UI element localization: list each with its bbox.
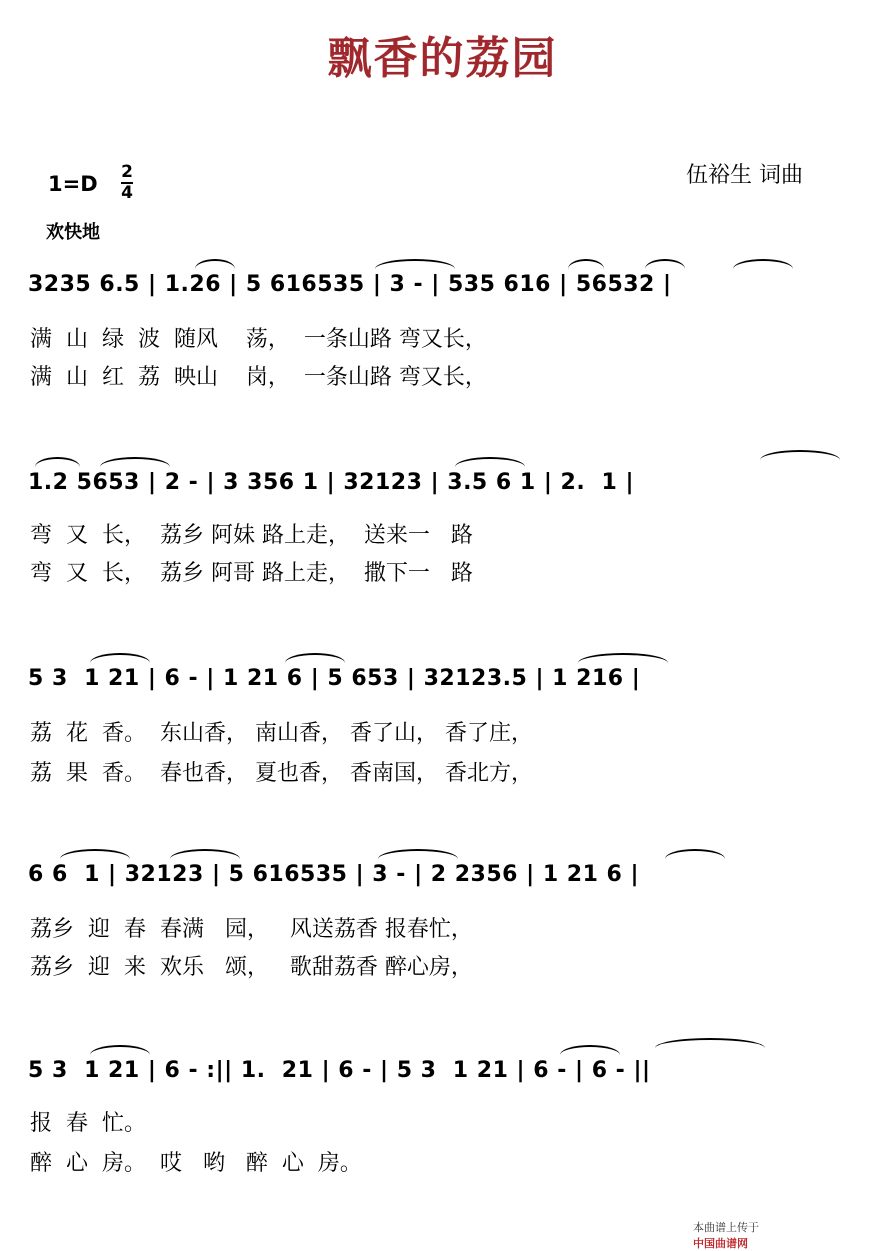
slur-mark xyxy=(760,450,840,460)
slur-mark xyxy=(578,653,668,663)
slur-mark xyxy=(645,259,685,269)
slur-mark xyxy=(195,259,235,269)
slur-mark xyxy=(90,1045,150,1055)
lyric-line-verse-2: 满 山 红 荔 映山 岗， 一条山路 弯又长， xyxy=(30,365,487,390)
notation-line: 6 6 1 | 32123 | 5 616535 | 3 - | 2 2356 | 1 21 6 | xyxy=(28,862,640,887)
slur-mark xyxy=(375,259,455,269)
slur-mark xyxy=(35,457,80,467)
footer-text: 本曲谱上传于 xyxy=(693,1221,759,1234)
lyric-line-verse-2: 弯 又 长， 荔乡 阿哥 路上走， 撒下一 路 xyxy=(30,561,473,586)
lyric-line-verse-1: 弯 又 长， 荔乡 阿妹 路上走， 送来一 路 xyxy=(30,523,473,548)
slur-mark xyxy=(100,457,170,467)
time-denominator: 4 xyxy=(121,183,133,203)
notation-line: 5 3 1 21 | 6 - :|| 1. 21 | 6 - | 5 3 1 21 | 6 - | 6 - || xyxy=(28,1058,651,1083)
lyric-line-verse-1: 荔乡 迎 春 春满 园， 风送荔香 报春忙， xyxy=(30,917,473,942)
song-title: 飘香的荔园 xyxy=(327,33,558,84)
lyric-line-verse-1: 荔 花 香。 东山香， 南山香， 香了山， 香了庄， xyxy=(30,721,533,746)
notation-line: 3235 6.5 | 1.26 | 5 616535 | 3 - | 535 616 | 56532 | xyxy=(28,272,672,297)
notation-line: 5 3 1 21 | 6 - | 1 21 6 | 5 653 | 32123.5 | 1 216 | xyxy=(28,666,641,691)
slur-mark xyxy=(170,849,240,859)
lyric-line-verse-1: 满 山 绿 波 随风 荡， 一条山路 弯又长， xyxy=(30,327,487,352)
tempo-marking: 欢快地 xyxy=(46,222,100,243)
slur-mark xyxy=(60,849,130,859)
slur-mark xyxy=(378,849,458,859)
slur-mark xyxy=(665,849,725,859)
slur-mark xyxy=(455,457,525,467)
slur-mark xyxy=(90,653,150,663)
lyric-line-verse-2: 荔 果 香。 春也香， 夏也香， 香南国， 香北方， xyxy=(30,761,533,786)
time-numerator: 2 xyxy=(121,162,133,182)
slur-mark xyxy=(655,1038,765,1048)
author-credit: 伍裕生 词曲 xyxy=(686,163,803,188)
slur-mark xyxy=(568,259,604,269)
lyric-line-verse-1: 报 春 忙。 xyxy=(30,1111,146,1136)
time-signature xyxy=(120,163,134,203)
key-signature: 1=D xyxy=(48,172,98,196)
slur-mark xyxy=(733,259,793,269)
notation-line: 1.2 5653 | 2 - | 3 356 1 | 32123 | 3.5 6 1 | 2. 1 | xyxy=(28,470,635,495)
lyric-line-verse-2: 醉 心 房。 哎 哟 醉 心 房。 xyxy=(30,1151,362,1176)
footer-brand-logo: 中国曲谱网 xyxy=(693,1237,748,1250)
slur-mark xyxy=(285,653,345,663)
slur-mark xyxy=(560,1045,620,1055)
lyric-line-verse-2: 荔乡 迎 来 欢乐 颂， 歌甜荔香 醉心房， xyxy=(30,955,473,980)
